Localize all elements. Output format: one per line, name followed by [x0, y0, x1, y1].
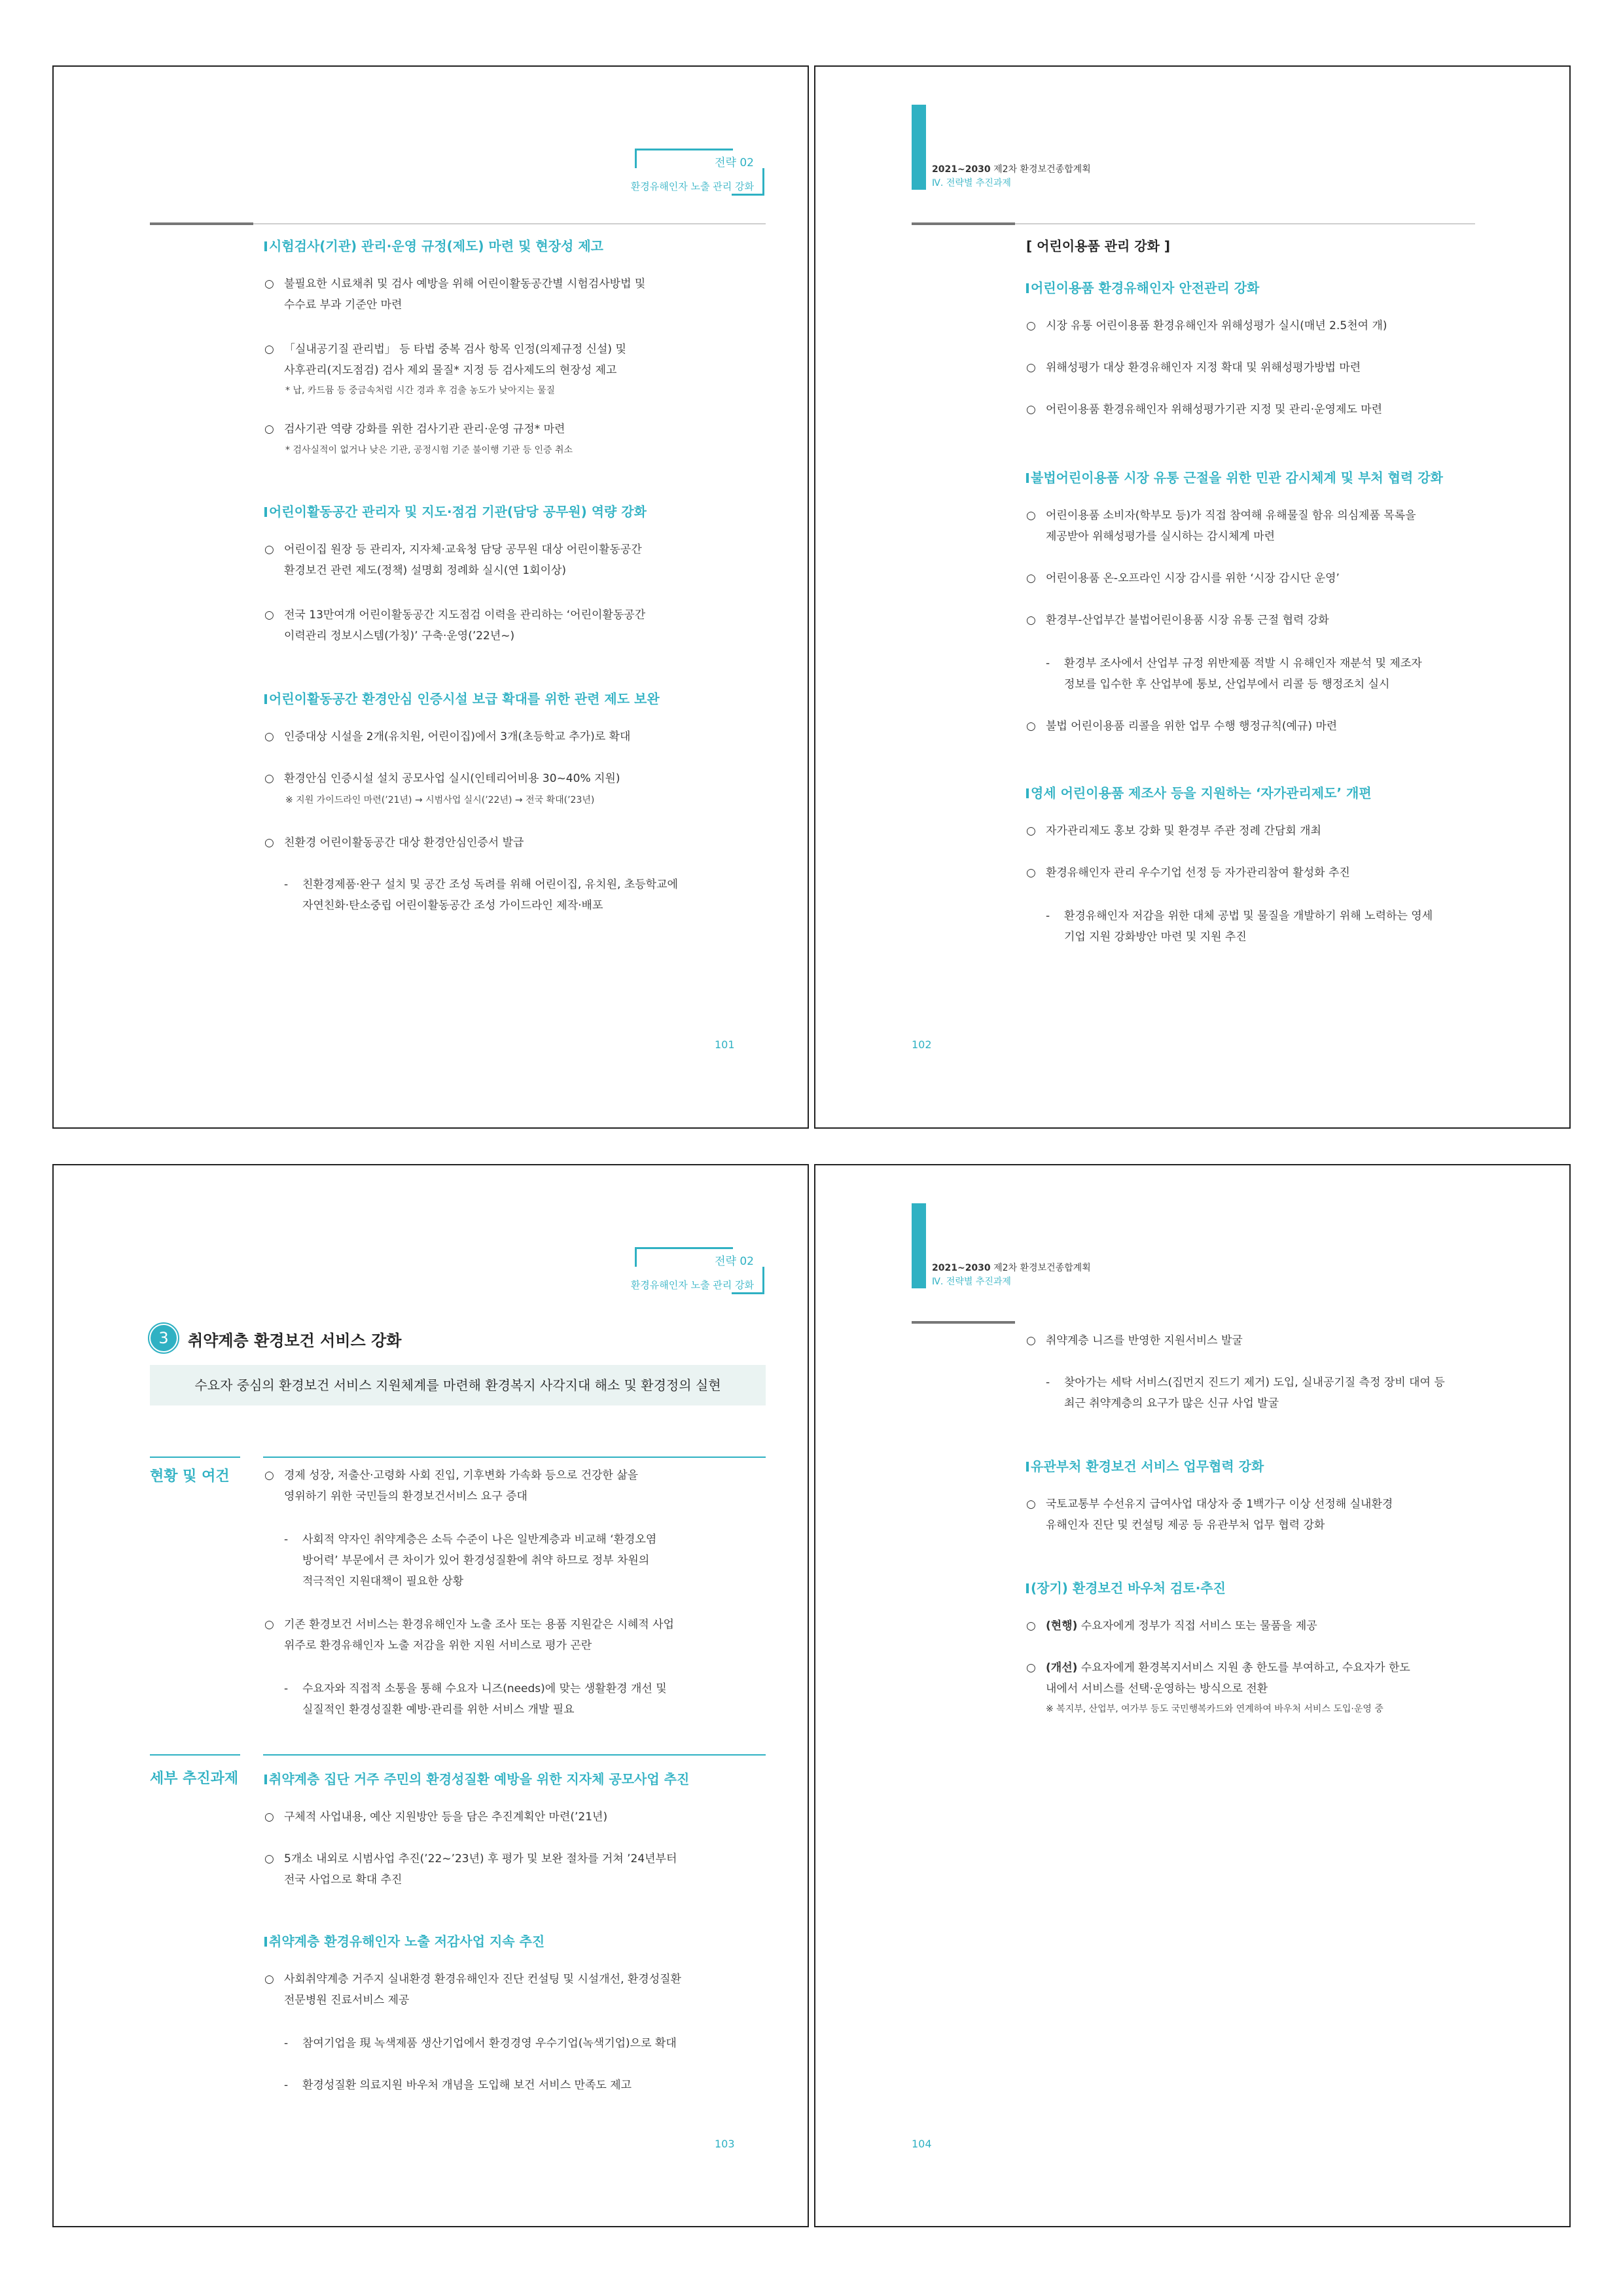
dash-item: - 찾아가는 세탁 서비스(집먼지 진드기 제거) 도입, 실내공기질 측정 장비 대여 등 최근 취약계층의 요구가 많은 신규 사업 발굴 [1046, 1376, 1445, 1410]
bullet-item: ○ 검사기관 역량 강화를 위한 검사기관 관리·운영 규정* 마련 [264, 423, 565, 436]
page-number: 104 [912, 2138, 932, 2150]
content-rule [263, 1754, 766, 1756]
strategy-label: 전략 02 [715, 1255, 754, 1268]
heading-2: (장기) 환경보건 바우처 검토·추진 [1026, 1578, 1226, 1597]
heading-1: 유관부처 환경보건 서비스 업무협력 강화 [1026, 1456, 1264, 1475]
page-104 [814, 1164, 1571, 2227]
page-number: 102 [912, 1038, 932, 1051]
heading-1: 취약계층 집단 거주 주민의 환경성질환 예방을 위한 지자체 공모사업 추진 [264, 1769, 689, 1788]
content-rule [263, 1457, 766, 1458]
dash-item: - 환경유해인자 저감을 위한 대체 공법 및 물질을 개발하기 위해 노력하는 영세 기업 지원 강화방안 마련 및 지원 추진 [1046, 910, 1433, 944]
page-number: 103 [715, 2138, 735, 2150]
bullet-item: ○ 환경부-산업부간 불법어린이용품 시장 유통 근절 협력 강화 [1026, 614, 1329, 627]
bullet-item: ○ 「실내공기질 관리법」 등 타법 중복 검사 항목 인정(의제규정 신설) 및 사후관리(지도점검) 검사 제외 물질* 지정 등 검사제도의 현장성 제고 [264, 343, 626, 377]
bullet-item: ○ 구체적 사업내용, 예산 지원방안 등을 담은 추진계획안 마련(’21년) [264, 1810, 608, 1824]
bullet-item: ○ 불필요한 시료채취 및 검사 예방을 위해 어린이활동공간별 시험검사방법 및 수수료 부과 기준안 마련 [264, 277, 646, 311]
note: ※ 복지부, 산업부, 여가부 등도 국민행복카드와 연계하여 바우처 서비스 도입·운영 중 [1046, 1704, 1383, 1714]
heading-1: 시험검사(기관) 관리·운영 규정(제도) 마련 및 현장성 제고 [264, 236, 603, 255]
strategy-title: 환경유해인자 노출 관리 강화 [630, 181, 754, 192]
chapter-title: Ⅳ. 전략별 추진과제 [932, 1277, 1011, 1287]
heading-3: 어린이활동공간 환경안심 인증시설 보급 확대를 위한 관련 제도 보완 [264, 688, 660, 707]
bullet-item: ○ 환경안심 인증시설 설치 공모사업 실시(인테리어비용 30~40% 지원) [264, 772, 620, 785]
chapter-title: Ⅳ. 전략별 추진과제 [932, 178, 1011, 188]
bullet-item: ○ 어린이용품 소비자(학부모 등)가 직접 참여해 유해물질 함유 의심제품 목록을 제공받아 위해성평가를 실시하는 감시체계 마련 [1026, 509, 1416, 543]
bullet-item: ○ 자가관리제도 홍보 강화 및 환경부 주관 정례 간담회 개최 [1026, 824, 1321, 838]
bullet-item: ○ 인증대상 시설을 2개(유치원, 어린이집)에서 3개(초등학교 추가)로 확대 [264, 730, 631, 743]
header-box-top [635, 149, 733, 150]
header-accent-bar [912, 105, 926, 190]
dash-item: - 친환경제품·완구 설치 및 공간 조성 독려를 위해 어린이집, 유치원, 초등학교에 자연친화·탄소중립 어린이활동공간 조성 가이드라인 제작·배포 [284, 878, 678, 912]
heading-2: 취약계층 환경유해인자 노출 저감사업 지속 추진 [264, 1931, 544, 1950]
heading-1: 어린이용품 환경유해인자 안전관리 강화 [1026, 277, 1259, 296]
heading-2: 어린이활동공간 관리자 및 지도·점검 기관(담당 공무원) 역량 강화 [264, 501, 647, 520]
bullet-item: ○ 불법 어린이용품 리콜을 위한 업무 수행 행정규칙(예규) 마련 [1026, 720, 1338, 733]
bullet-item: ○ 어린이용품 환경유해인자 위해성평가기관 지정 및 관리·운영제도 마련 [1026, 403, 1383, 416]
bullet-item: ○ (개선) 수요자에게 환경복지서비스 지원 총 한도를 부여하고, 수요자가 한도 내에서 서비스를 선택·운영하는 방식으로 전환 [1026, 1661, 1410, 1695]
section-number: 3 [151, 1325, 177, 1351]
dash-item: - 사회적 약자인 취약계층은 소득 수준이 나은 일반계층과 비교해 ‘환경오염 방어력’ 부문에서 큰 차이가 있어 환경성질환에 취약 하므로 정부 차원의 적극적인 지원대책이 필요한 상황 [284, 1533, 657, 1588]
bullet-item: ○ 친환경 어린이활동공간 대상 환경안심인증서 발급 [264, 836, 524, 849]
bullet-item: ○ 경제 성장, 저출산·고령화 사회 진입, 기후변화 가속화 등으로 건강한 삶을 영위하기 위한 국민들의 환경보건서비스 요구 증대 [264, 1469, 639, 1503]
bullet-item: ○ 위해성평가 대상 환경유해인자 지정 확대 및 위해성평가방법 마련 [1026, 361, 1361, 374]
dash-item: - 환경부 조사에서 산업부 규정 위반제품 적발 시 유해인자 재분석 및 제조자 정보를 입수한 후 산업부에 통보, 산업부에서 리콜 등 행정조치 실시 [1046, 657, 1422, 691]
dash-item: - 수요자와 직접적 소통을 통해 수요자 니즈(needs)에 맞는 생활환경 개선 및 실질적인 환경성질환 예방·관리를 위한 서비스 개발 필요 [284, 1682, 667, 1716]
side-label-tasks: 세부 추진과제 [150, 1771, 239, 1787]
header-rule-dark [912, 222, 1015, 225]
section-goal: 수요자 중심의 환경보건 서비스 지원체계를 마련해 환경복지 사각지대 해소 및 환경정의 실현 [150, 1365, 766, 1405]
page-102 [814, 65, 1571, 1129]
bullet-item: ○ 취약계층 니즈를 반영한 지원서비스 발굴 [1026, 1334, 1243, 1347]
side-label-status: 현황 및 여건 [150, 1468, 230, 1485]
note: * 검사실적이 없거나 낮은 기관, 공정시험 기준 불이행 기관 등 인증 취소 [285, 445, 573, 455]
page-101 [52, 65, 809, 1129]
bullet-item: ○ 기존 환경보건 서비스는 환경유해인자 노출 조사 또는 용품 지원같은 시혜적 사업 위주로 환경유해인자 노출 저감을 위한 지원 서비스로 평가 곤란 [264, 1618, 674, 1652]
page-number: 101 [715, 1038, 735, 1051]
section-bracket-title: [ 어린이용품 관리 강화 ] [1026, 238, 1171, 254]
dash-item: - 참여기업을 現 녹색제품 생산기업에서 환경경영 우수기업(녹색기업)으로 확대 [284, 2037, 677, 2050]
bullet-item: ○ 5개소 내외로 시범사업 추진(’22~’23년) 후 평가 및 보완 절차를 거쳐 ’24년부터 전국 사업으로 확대 추진 [264, 1852, 677, 1886]
header-rule-dark [150, 222, 253, 225]
bullet-item: ○ 환경유해인자 관리 우수기업 선정 등 자가관리참여 활성화 추진 [1026, 866, 1350, 879]
bullet-item: ○ 어린이집 원장 등 관리자, 지자체·교육청 담당 공무원 대상 어린이활동공간 환경보건 관련 제도(정책) 설명회 정례화 실시(연 1회이상) [264, 543, 642, 577]
header-rule-dark [912, 1321, 1015, 1324]
bullet-item: ○ 어린이용품 온-오프라인 시장 감시를 위한 ‘시장 감시단 운영’ [1026, 572, 1340, 585]
page-103 [52, 1164, 809, 2227]
plan-title: 2021~2030 제2차 환경보건종합계획 [932, 1263, 1091, 1273]
strategy-title: 환경유해인자 노출 관리 강화 [630, 1279, 754, 1291]
heading-2: 불법어린이용품 시장 유통 근절을 위한 민관 감시체계 및 부처 협력 강화 [1026, 467, 1443, 486]
header-rule [253, 223, 766, 224]
header-rule [1015, 223, 1475, 224]
note: * 납, 카드뮴 등 중금속처럼 시간 경과 후 검출 농도가 낮아지는 물질 [285, 385, 556, 396]
section-title: 취약계층 환경보건 서비스 강화 [188, 1332, 402, 1350]
bullet-item: ○ 사회취약계층 거주지 실내환경 환경유해인자 진단 컨설팅 및 시설개선, 환경성질환 전문병원 진료서비스 제공 [264, 1973, 681, 2007]
strategy-label: 전략 02 [715, 156, 754, 169]
heading-3: 영세 어린이용품 제조사 등을 지원하는 ‘자가관리제도’ 개편 [1026, 783, 1372, 802]
side-rule [150, 1754, 240, 1756]
note: ※ 지원 가이드라인 마련(’21년) → 시범사업 실시(’22년) → 전국 확대(’23년) [285, 795, 595, 805]
bullet-item: ○ 전국 13만여개 어린이활동공간 지도점검 이력을 관리하는 ‘어린이활동공간 이력관리 정보시스템(가칭)’ 구축·운영(’22년~) [264, 609, 646, 643]
side-rule [150, 1457, 240, 1458]
dash-item: - 환경성질환 의료지원 바우처 개념을 도입해 보건 서비스 만족도 제고 [284, 2079, 632, 2092]
bullet-item: ○ 국토교통부 수선유지 급여사업 대상자 중 1백가구 이상 선정해 실내환경 유해인자 진단 및 컨설팅 제공 등 유관부처 업무 협력 강화 [1026, 1498, 1393, 1532]
plan-title: 2021~2030 제2차 환경보건종합계획 [932, 164, 1091, 175]
bullet-item: ○ (현행) 수요자에게 정부가 직접 서비스 또는 물품을 제공 [1026, 1619, 1317, 1633]
bullet-item: ○ 시장 유통 어린이용품 환경유해인자 위해성평가 실시(매년 2.5천여 개) [1026, 319, 1387, 332]
header-accent-bar [912, 1203, 926, 1288]
